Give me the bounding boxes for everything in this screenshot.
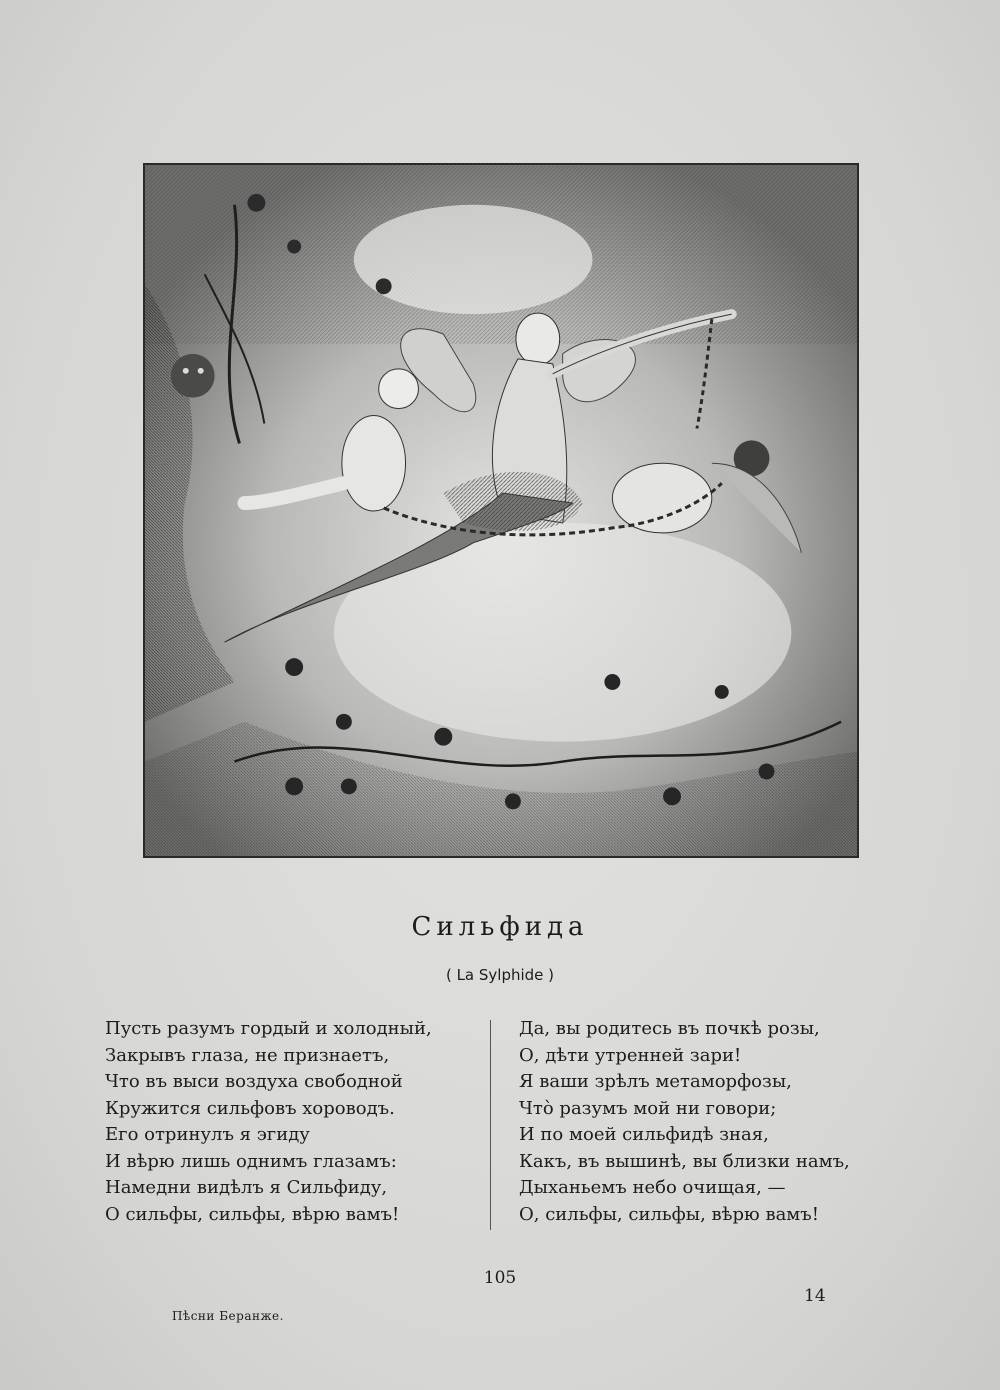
right-stanza xyxy=(519,1016,850,1228)
verse-line: Намедни видѣлъ я Сильфиду, xyxy=(105,1177,388,1198)
verse-line: И вѣрю лишь однимъ глазамъ: xyxy=(105,1150,397,1172)
verse-line: О, сильфы, сильфы, вѣрю вамъ! xyxy=(519,1203,819,1225)
verse-line: Пусть разумъ гордый и холодный, xyxy=(105,1018,432,1039)
verse-line: Кружится сильфовъ хороводъ. xyxy=(105,1097,395,1119)
verse-line: Закрывъ глаза, не признаетъ, xyxy=(105,1044,390,1066)
verse-line: О сильфы, сильфы, вѣрю вамъ! xyxy=(105,1203,400,1225)
poem-title: Сильфида xyxy=(411,912,589,942)
verse-line: О, дѣти утренней зари! xyxy=(519,1044,742,1066)
signature-mark: 14 xyxy=(804,1286,826,1306)
verse-line: Его отринулъ я эгиду xyxy=(105,1124,310,1145)
poem-subtitle: ( La Sylphide ) xyxy=(445,966,555,984)
verse-line: Что въ выси воздуха свободной xyxy=(105,1071,403,1092)
column-divider xyxy=(490,1020,491,1230)
page-number: 105 xyxy=(483,1268,517,1288)
left-stanza xyxy=(105,1016,432,1228)
verse-line: Я ваши зрѣлъ метаморфозы, xyxy=(519,1071,792,1092)
verse-line: Дыханьемъ небо очищая, — xyxy=(519,1177,786,1198)
verse-line: И по моей сильфидѣ зная, xyxy=(519,1124,769,1145)
engraving-artwork xyxy=(145,165,857,856)
verse-line: Что̀ разумъ мой ни говори; xyxy=(519,1097,777,1119)
verse-line: Какъ, въ вышинѣ, вы близки намъ, xyxy=(519,1150,850,1172)
running-title: Пѣсни Беранже. xyxy=(172,1309,284,1323)
verse-line: Да, вы родитесь въ почкѣ розы, xyxy=(519,1018,820,1039)
sylph-engraving-illustration xyxy=(143,163,859,858)
